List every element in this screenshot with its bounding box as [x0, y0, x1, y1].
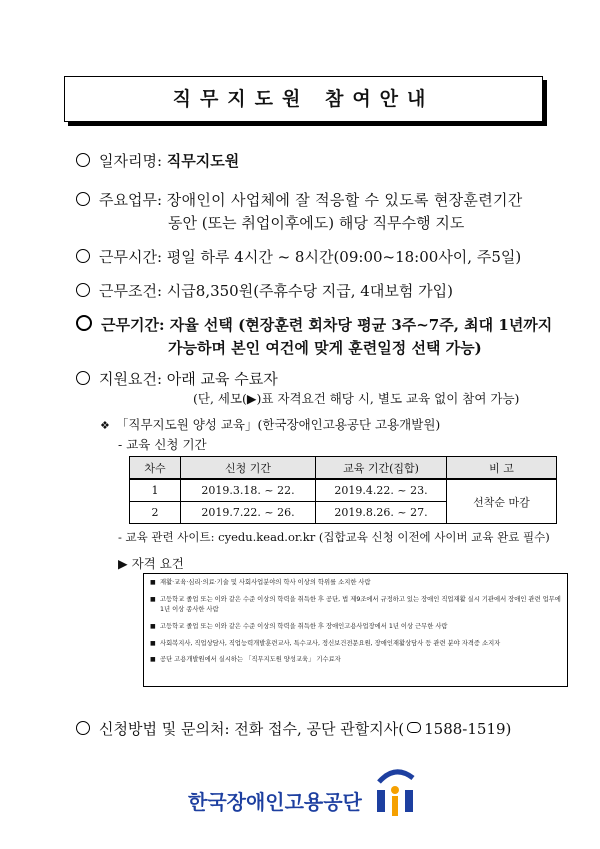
circle-bullet-icon [76, 283, 90, 297]
table-header-cell: 교육 기간(집합) [316, 457, 447, 480]
qualification-item: ■ 공단 고용개발원에서 실시하는 「직무지도원 양성교육」 기수료자 [148, 655, 563, 665]
apply-period-cell: 2019.3.18. ~ 22. [181, 479, 316, 502]
qualification-item: ■ 고등학교 졸업 또는 이와 같은 수준 이상의 학력을 취득한 후 공단, 법 제9조에서 규정하고 있는 장애인 직업재활 실시 기관에서 장애인 관련 업무에 1년 이상 종사한 사람 [148, 595, 563, 615]
job-name-label: 일자리명: [99, 152, 163, 170]
apply-period-cell: 2019.7.22. ~ 26. [181, 502, 316, 524]
table-header-cell: 신청 기간 [181, 457, 316, 480]
requirements-note: (단, 세모(▶)표 자격요건 해당 시, 별도 교육 없이 참여 가능) [193, 391, 520, 406]
qualification-item: ■ 고등학교 졸업 또는 이와 같은 수준 이상의 학력을 취득한 후 장애인고용사업장에서 1년 이상 근무한 사람 [148, 622, 563, 632]
training-heading-row [100, 415, 440, 433]
course-period-cell: 2019.8.26. ~ 27. [316, 502, 447, 524]
contact-label: 신청방법 및 문의처: [99, 720, 230, 738]
work-hours-label: 근무시간: [99, 248, 163, 266]
circle-bullet-icon [76, 371, 90, 385]
job-name-value: 직무지도원 [166, 152, 240, 170]
qualification-item: ■ 사회복지사, 직업상담사, 직업능력개발훈련교사, 특수교사, 정신보건전문요원, 장애인재활상담사 등 관련 분야 자격증 소지자 [148, 639, 563, 649]
work-conditions-label: 근무조건: [99, 282, 163, 300]
training-schedule-table [129, 456, 557, 524]
circle-bullet-icon [76, 153, 90, 167]
round-cell: 1 [130, 479, 181, 502]
main-duty-line2: 동안 (또는 취업이후에도) 해당 직무수행 지도 [168, 214, 465, 232]
contact-value: 전화 접수, 공단 관할지사( [234, 720, 405, 738]
work-hours-value: 평일 하루 4시간 ~ 8시간(09:00~18:00사이, 주5일) [166, 248, 522, 266]
work-conditions-value: 시급8,350원(주휴수당 지급, 4대보험 가입) [166, 282, 453, 300]
training-site-line: - 교육 관련 사이트: cyedu.kead.or.kr (집합교육 신청 이전에 사이버 교육 완료 필수) [118, 530, 550, 544]
work-period-label: 근무기간: [101, 316, 165, 334]
main-duty-row [76, 189, 523, 210]
course-period-cell: 2019.4.22. ~ 23. [316, 479, 447, 502]
diamond-bullet-icon: ❖ [100, 419, 110, 432]
job-name-row [76, 150, 239, 171]
qualifications-heading: ▶ 자격 요건 [118, 556, 184, 571]
contact-row [76, 718, 511, 739]
work-hours-row [76, 246, 521, 267]
work-period-line1: 자율 선택 (현장훈련 회차당 평균 3주~7주, 최대 1년까지 [169, 316, 553, 334]
organization-logo-icon [373, 768, 417, 818]
main-duty-line1: 장애인이 사업체에 잘 적응할 수 있도록 현장훈련기간 [166, 191, 523, 209]
organization-logo-text: 한국장애인고용공단 [188, 790, 362, 814]
training-heading: 「직무지도원 양성 교육」(한국장애인고용공단 고용개발원) [115, 417, 441, 432]
requirements-row [76, 368, 278, 389]
qualifications-box [143, 573, 568, 687]
circle-bullet-icon [76, 721, 90, 735]
training-period-label: - 교육 신청 기간 [118, 437, 207, 452]
phone-icon [407, 722, 421, 733]
circle-bullet-icon [76, 315, 92, 331]
work-conditions-row [76, 280, 453, 301]
circle-bullet-icon [76, 249, 90, 263]
round-cell: 2 [130, 502, 181, 524]
work-period-line2: 가능하며 본인 여건에 맞게 훈련일정 선택 가능) [168, 339, 482, 357]
circle-bullet-icon [76, 192, 90, 206]
table-header-row [130, 457, 557, 480]
table-row [130, 479, 557, 502]
page-title: 직무지도원 참여안내 [64, 76, 543, 122]
table-header-cell: 비 고 [447, 457, 557, 480]
requirements-label: 지원요건: [99, 370, 163, 388]
requirements-value: 아래 교육 수료자 [166, 370, 278, 388]
work-period-row [76, 314, 552, 335]
table-header-cell: 차수 [130, 457, 181, 480]
remark-cell: 선착순 마감 [447, 479, 557, 524]
main-duty-label: 주요업무: [99, 191, 163, 209]
contact-phone: 1588-1519) [424, 720, 512, 738]
qualification-item: ■ 재활·교육·심리·의료·기술 및 사회사업분야의 학사 이상의 학위를 소지한 사람 [148, 578, 563, 588]
